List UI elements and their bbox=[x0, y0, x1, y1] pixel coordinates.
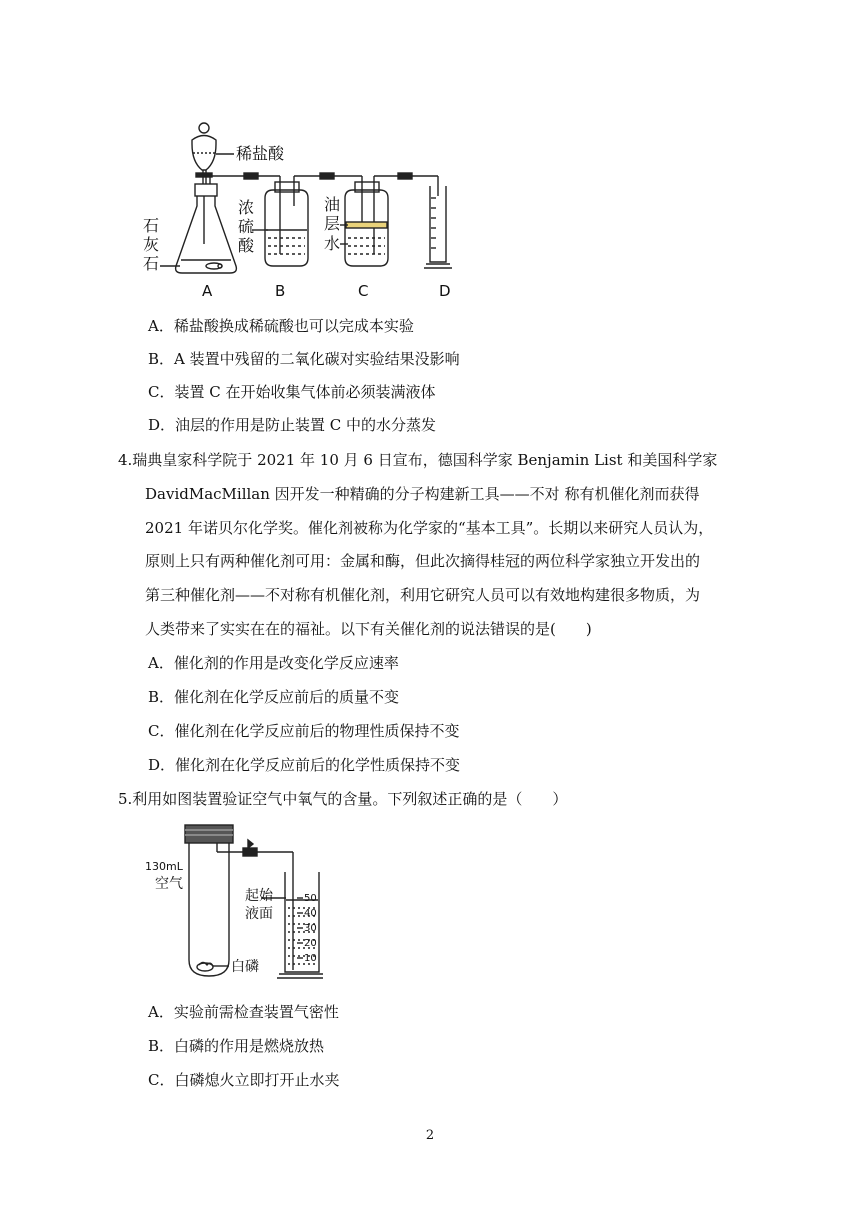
q4-line-3: 2021 年诺贝尔化学奖。催化剂被称为化学家的“基本工具”。长期以来研究人员认为， bbox=[145, 519, 714, 537]
scale-20: 20 bbox=[304, 938, 317, 949]
rubber-stopper bbox=[185, 825, 233, 843]
label-d: D bbox=[439, 282, 451, 300]
q3-option-c: C．装置 C 在开始收集气体前必须装满液体 bbox=[148, 383, 436, 401]
scale-30: 30 bbox=[304, 923, 317, 934]
label-b: B bbox=[275, 282, 286, 300]
label-a: A bbox=[202, 282, 213, 300]
label-oil-2: 层 bbox=[324, 214, 341, 233]
flask-a bbox=[176, 196, 237, 273]
label-limestone-3: 石 bbox=[143, 254, 160, 273]
q5-option-b: B．白磷的作用是燃烧放热 bbox=[148, 1037, 325, 1055]
q4-line-6: 人类带来了实实在在的福祉。以下有关催化剂的说法错误的是( ) bbox=[145, 620, 592, 638]
label-c: C bbox=[358, 282, 369, 300]
q4-option-b: B．催化剂在化学反应前后的质量不变 bbox=[148, 688, 400, 706]
label-h2so4-1: 浓 bbox=[238, 198, 255, 217]
figure-co2-apparatus bbox=[140, 118, 480, 303]
q4-line-1: 4.瑞典皇家科学院于 2021 年 10 月 6 日宣布，德国科学家 Benjamin List 和美国科学家 bbox=[118, 451, 718, 469]
label-acid: 稀盐酸 bbox=[236, 144, 285, 163]
label-water: 水 bbox=[324, 234, 341, 253]
air-tube bbox=[189, 843, 229, 976]
separatory-funnel bbox=[192, 136, 216, 171]
label-volume: 130mL bbox=[145, 860, 183, 873]
scale-50: 50 bbox=[304, 893, 317, 904]
q4-line-2: DavidMacMillan 因开发一种精确的分子构建新工具——不对 称有机催化剂而获得 bbox=[145, 485, 700, 503]
q3-option-d: D．油层的作用是防止装置 C 中的水分蒸发 bbox=[148, 416, 437, 434]
q5-stem: 5.利用如图装置验证空气中氧气的含量。下列叙述正确的是（ ） bbox=[118, 790, 568, 808]
scale-40: 40 bbox=[304, 908, 317, 919]
label-air: 空气 bbox=[155, 876, 183, 892]
q5-option-a: A．实验前需检查装置气密性 bbox=[148, 1003, 339, 1021]
label-limestone-1: 石 bbox=[143, 216, 160, 235]
label-oil-1: 油 bbox=[324, 195, 341, 214]
label-limestone-2: 灰 bbox=[143, 235, 160, 254]
figure-oxygen-apparatus bbox=[145, 820, 325, 985]
water-clamp-icon bbox=[243, 848, 257, 856]
q3-option-a: A．稀盐酸换成稀硫酸也可以完成本实验 bbox=[148, 317, 414, 335]
label-h2so4-2: 硫 bbox=[238, 217, 255, 236]
q4-option-a: A．催化剂的作用是改变化学反应速率 bbox=[148, 654, 399, 672]
q4-line-4: 原则上只有两种催化剂可用：金属和酶，但此次摘得桂冠的两位科学家独立开发出的 bbox=[145, 552, 701, 570]
q4-option-d: D．催化剂在化学反应前后的化学性质保持不变 bbox=[148, 756, 461, 774]
q4-option-c: C．催化剂在化学反应前后的物理性质保持不变 bbox=[148, 722, 460, 740]
funnel-stopper bbox=[199, 123, 209, 133]
label-start-2: 液面 bbox=[245, 906, 273, 922]
q5-option-c: C．白磷熄火立即打开止水夹 bbox=[148, 1071, 340, 1089]
page-number: 2 bbox=[425, 1128, 435, 1143]
label-phosphorus: 白磷 bbox=[231, 959, 259, 975]
label-h2so4-3: 酸 bbox=[238, 236, 255, 255]
q3-option-b: B．A 装置中残留的二氧化碳对实验结果没影响 bbox=[148, 350, 460, 368]
q4-line-5: 第三种催化剂——不对称有机催化剂，利用它研究人员可以有效地构建很多物质，为 bbox=[145, 586, 701, 604]
scale-10: 10 bbox=[304, 953, 317, 964]
label-start-1: 起始 bbox=[245, 888, 273, 904]
